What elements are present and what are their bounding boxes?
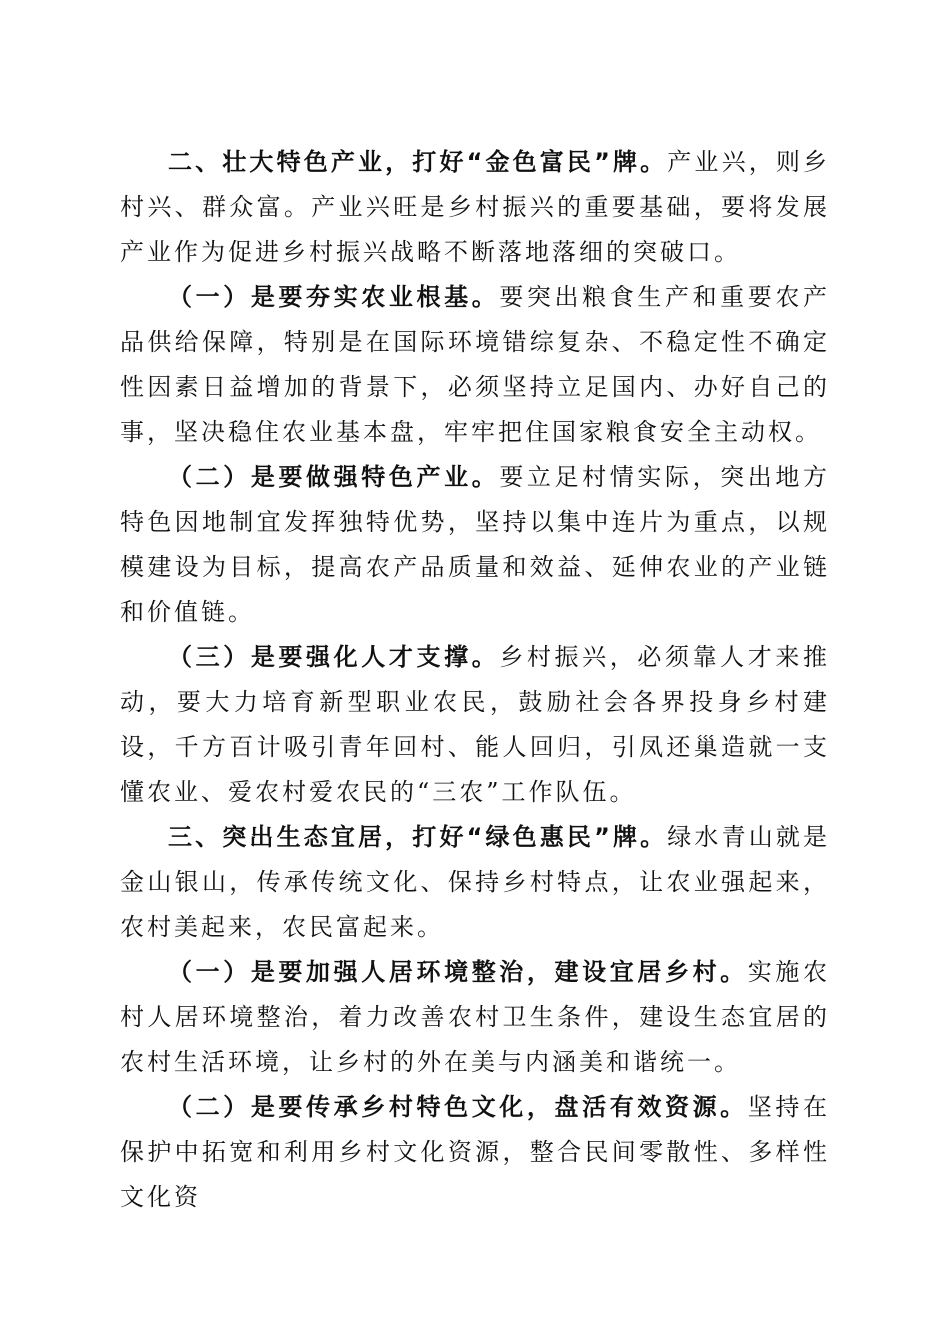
paragraph-text: 实施农村人居环境整治，着力改善农村卫生条件，建设生态宜居的农村生活环境，让乡村的外在美与内涵美和谐统一。: [120, 958, 830, 1076]
paragraph-lead: （三）是要强化人才支撑。: [168, 643, 500, 671]
paragraph-industry-heading: [120, 140, 830, 275]
paragraph-agriculture-foundation: [120, 275, 830, 455]
paragraph-rural-culture: [120, 1085, 830, 1220]
paragraph-text: 坚持在保护中拓宽和利用乡村文化资源，整合民间零散性、多样性文化资: [120, 1093, 830, 1211]
document-body: [120, 140, 830, 1220]
paragraph-text: 绿水青山就是金山银山，传承传统文化、保持乡村特点，让农业强起来，农村美起来，农民富起来。: [120, 823, 831, 941]
paragraph-lead: 三、突出生态宜居，打好“绿色惠民”牌。: [168, 823, 668, 851]
paragraph-lead: （一）是要夯实农业根基。: [168, 283, 500, 311]
paragraph-characteristic-industry: [120, 455, 830, 635]
paragraph-lead: （一）是要加强人居环境整治，建设宜居乡村。: [168, 958, 748, 986]
paragraph-text: 乡村振兴，必须靠人才来推动，要大力培育新型职业农民，鼓励社会各界投身乡村建设，千方百计吸引青年回村、能人回归，引凤还巢造就一支懂农业、爱农村爱农民的“三农”工作队伍。: [120, 643, 831, 806]
paragraph-talent-support: [120, 635, 830, 815]
paragraph-text: 要突出粮食生产和重要农产品供给保障，特别是在国际环境错综复杂、不稳定性不确定性因素日益增加的背景下，必须坚持立足国内、办好自己的事，坚决稳住农业基本盘，牢牢把住国家粮食安全主动权。: [120, 283, 831, 446]
paragraph-ecology-heading: [120, 815, 830, 950]
paragraph-text: 要立足村情实际，突出地方特色因地制宜发挥独特优势，坚持以集中连片为重点，以规模建设为目标，提高农产品质量和效益、延伸农业的产业链和价值链。: [120, 463, 831, 626]
paragraph-lead: （二）是要传承乡村特色文化，盘活有效资源。: [168, 1093, 748, 1121]
paragraph-living-environment: [120, 950, 830, 1085]
paragraph-text: 产业兴，则乡村兴、群众富。产业兴旺是乡村振兴的重要基础，要将发展产业作为促进乡村振兴战略不断落地落细的突破口。: [120, 148, 831, 266]
paragraph-lead: 二、壮大特色产业，打好“金色富民”牌。: [168, 148, 668, 176]
paragraph-lead: （二）是要做强特色产业。: [168, 463, 500, 491]
